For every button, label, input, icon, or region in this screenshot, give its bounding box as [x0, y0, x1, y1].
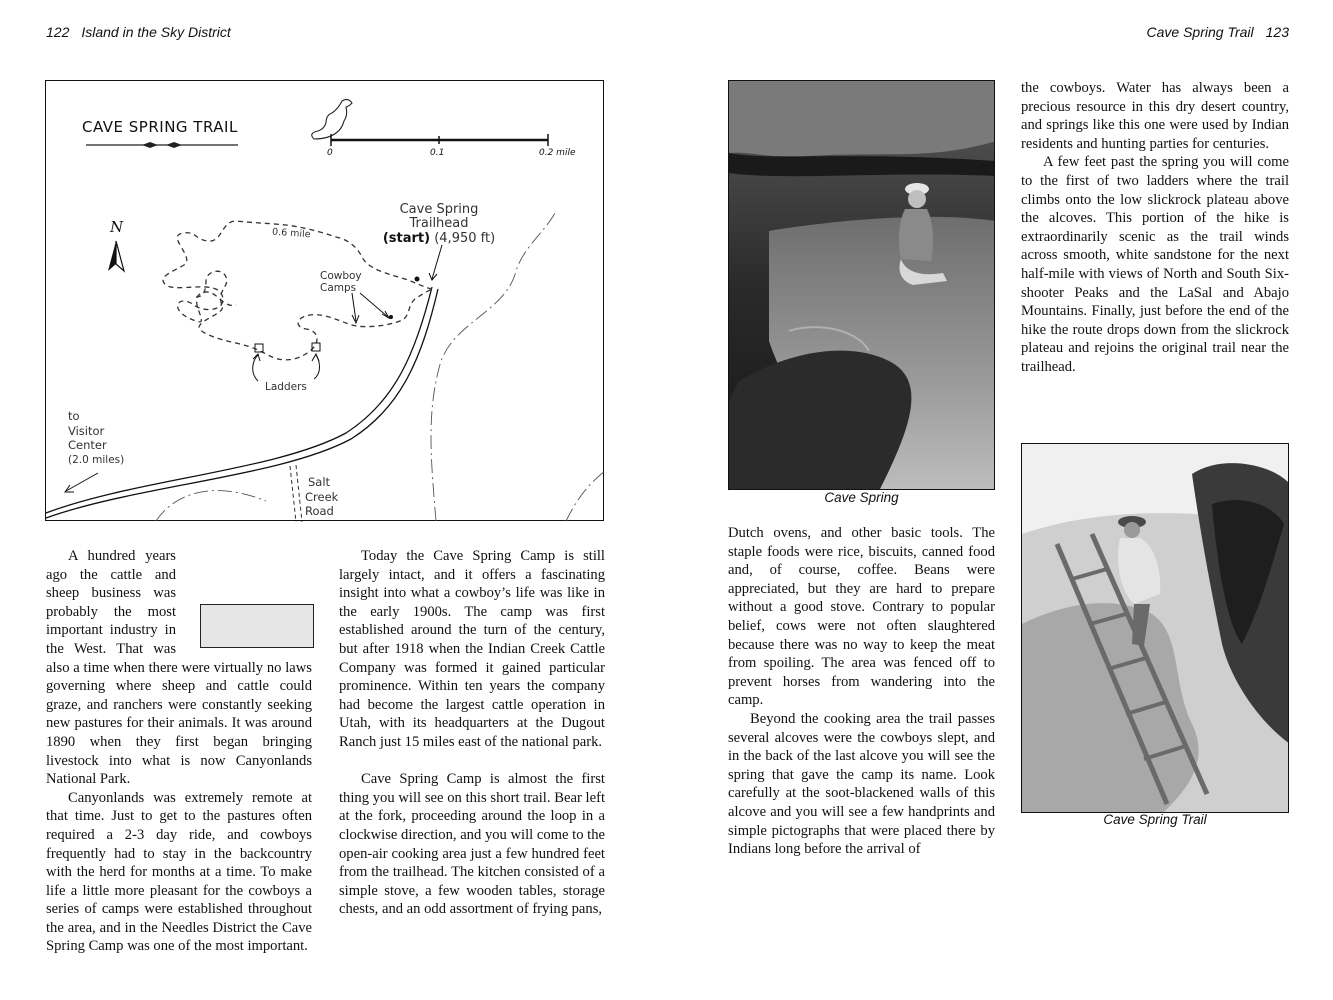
scale-bar — [312, 99, 548, 146]
north-label: N — [110, 218, 124, 236]
cowboy-camps-line1: Cowboy — [320, 270, 362, 282]
scale-label-2: 0.2 mile — [539, 148, 576, 158]
cave-spring-trail-photo — [1021, 443, 1289, 813]
visitor-line4: (2.0 miles) — [68, 453, 125, 466]
cowboy-camps-line2: Camps — [320, 281, 357, 294]
text-column-2 — [339, 547, 605, 919]
visitor-line3: Center — [68, 438, 107, 453]
trailhead-label — [370, 203, 508, 246]
trailhead-elevation: (4,950 ft) — [434, 230, 496, 246]
trailhead-name: Cave Spring Trailhead — [399, 202, 479, 232]
salt-creek-road-label — [305, 475, 338, 519]
col4-paragraph-1: the cowboys. Water has always been a precious resource in this dry desert country, and springs like this one were used by Indian residents and hunting parties for centuries. — [1021, 80, 1289, 152]
col2-paragraph-1: Today the Cave Spring Camp is still largely intact, and it offers a fascinating insight into what a cowboy’s life was like in the early 1900s. The camp was first established around the turn of the century, but after 1918 when the Indian Creek Cattle Company was formed it gained particular prominence. Within ten years the company had become the largest cattle operation in Utah, with its headquarters at the Dugout Ranch just 15 miles east of the national park. — [339, 548, 605, 750]
left-page-header — [46, 24, 231, 40]
salt-creek-road — [290, 465, 302, 522]
road-line2: Creek — [305, 489, 339, 504]
col1-paragraph-2: Canyonlands was extremely remote at that time. Just to get to the pastures often required a 2-3 day ride, and cowboys frequently had to stay in the backcountry with the herd for months at a time. To make life a little more pleasant for the cowboys a series of camps were established throughout the area, and in the Needles District the Cave Spring Camp was one of the most important. — [46, 789, 312, 955]
distance-label: 0.6 mile — [271, 226, 311, 241]
trail-map — [45, 80, 604, 521]
title-ornament — [86, 142, 238, 148]
visitor-center-label — [68, 409, 124, 467]
cave-spring-trail-photo-drawing — [1022, 444, 1289, 813]
trailhead-start: (start) — [382, 230, 431, 246]
washes — [156, 211, 605, 521]
visitor-line2: Visitor — [68, 423, 105, 438]
left-page-number: 122 — [46, 24, 70, 40]
trail-map-drawing — [46, 81, 605, 522]
road-line1: Salt — [308, 475, 331, 489]
text-column-1 — [46, 547, 312, 956]
col2-paragraph-2: Cave Spring Camp is almost the first thing you will see on this short trail. Bear left at the fork, proceeding around the loop in a clockwise direction, and you will come to the open-air cooking area just a few hundred feet from the trailhead. The kitchen consisted of a simple stove, a few wooden tables, storage chests, and an odd assortment of frying pans, — [339, 771, 605, 918]
cowboy-camps-label — [320, 271, 362, 294]
col3-paragraph-1: Dutch ovens, and other basic tools. The staple foods were rice, biscuits, canned food and, of course, coffee. Beans were appreciated, but they are hard to prepare without a good stove. Contrary to popular belief, cows were not often slaughtered because there was no way to keep the meat from spoiling. The area was fenced off to prevent horses from wandering into the camp. — [728, 525, 995, 709]
main-road — [46, 287, 438, 518]
col1-paragraph-1 — [46, 547, 312, 789]
text-column-3 — [728, 524, 995, 859]
col3-paragraph-2: Beyond the cooking area the trail passes several alcoves were the cowboys slept, and in the back of the last alcove you will see the spring that gave the camp its name. Look carefully at the soot-blackened walls of this alcove and you will see a few handprints and simple pictographs that were placed there by Indians long before the arrival of — [728, 710, 995, 858]
col4-paragraph-2: A few feet past the spring you will come to the first of two ladders where the trail climbs onto the low slickrock plateau above the alcoves. This portion of the hike is extraordinarily scenic as the trail winds across smooth, white sandstone for the next half-mile with views of North and South Six-shooter Peaks and the LaSal and Abajo Mountains. Finally, just before the end of the hike the route drops down from the slickrock plateau and rejoins the original trail near the trailhead. — [1021, 154, 1289, 375]
left-running-title: Island in the Sky District — [81, 24, 231, 40]
cave-spring-caption: Cave Spring — [824, 490, 899, 505]
right-page-number: 123 — [1265, 24, 1289, 40]
col2-spacer — [339, 752, 605, 771]
cave-spring-photo-drawing — [729, 81, 995, 490]
cave-spring-photo — [728, 80, 995, 490]
right-running-title: Cave Spring Trail — [1146, 24, 1254, 40]
text-column-4 — [1021, 79, 1289, 377]
image-placeholder-box — [200, 604, 314, 648]
cave-spring-trail-caption: Cave Spring Trail — [1103, 812, 1207, 827]
ladders-label: Ladders — [265, 381, 307, 393]
map-title: CAVE SPRING TRAIL — [82, 118, 238, 136]
scale-label-0: 0 — [327, 148, 333, 158]
visitor-line1: to — [68, 409, 80, 423]
right-page-header — [1147, 24, 1289, 40]
scale-label-1: 0.1 — [430, 148, 445, 158]
north-arrow — [108, 241, 124, 271]
road-line3: Road — [305, 504, 334, 519]
col1-paragraph-1-text: A hundred years ago the cattle and sheep business was probably the most important industry in the West. That was also a time when there were virtually no laws governing where sheep and cattle could graze, and ranchers were constantly seeking new pastures for their animals. It was around 1890 when they first began bringing livestock into what is now Canyonlands National Park. — [46, 548, 312, 788]
